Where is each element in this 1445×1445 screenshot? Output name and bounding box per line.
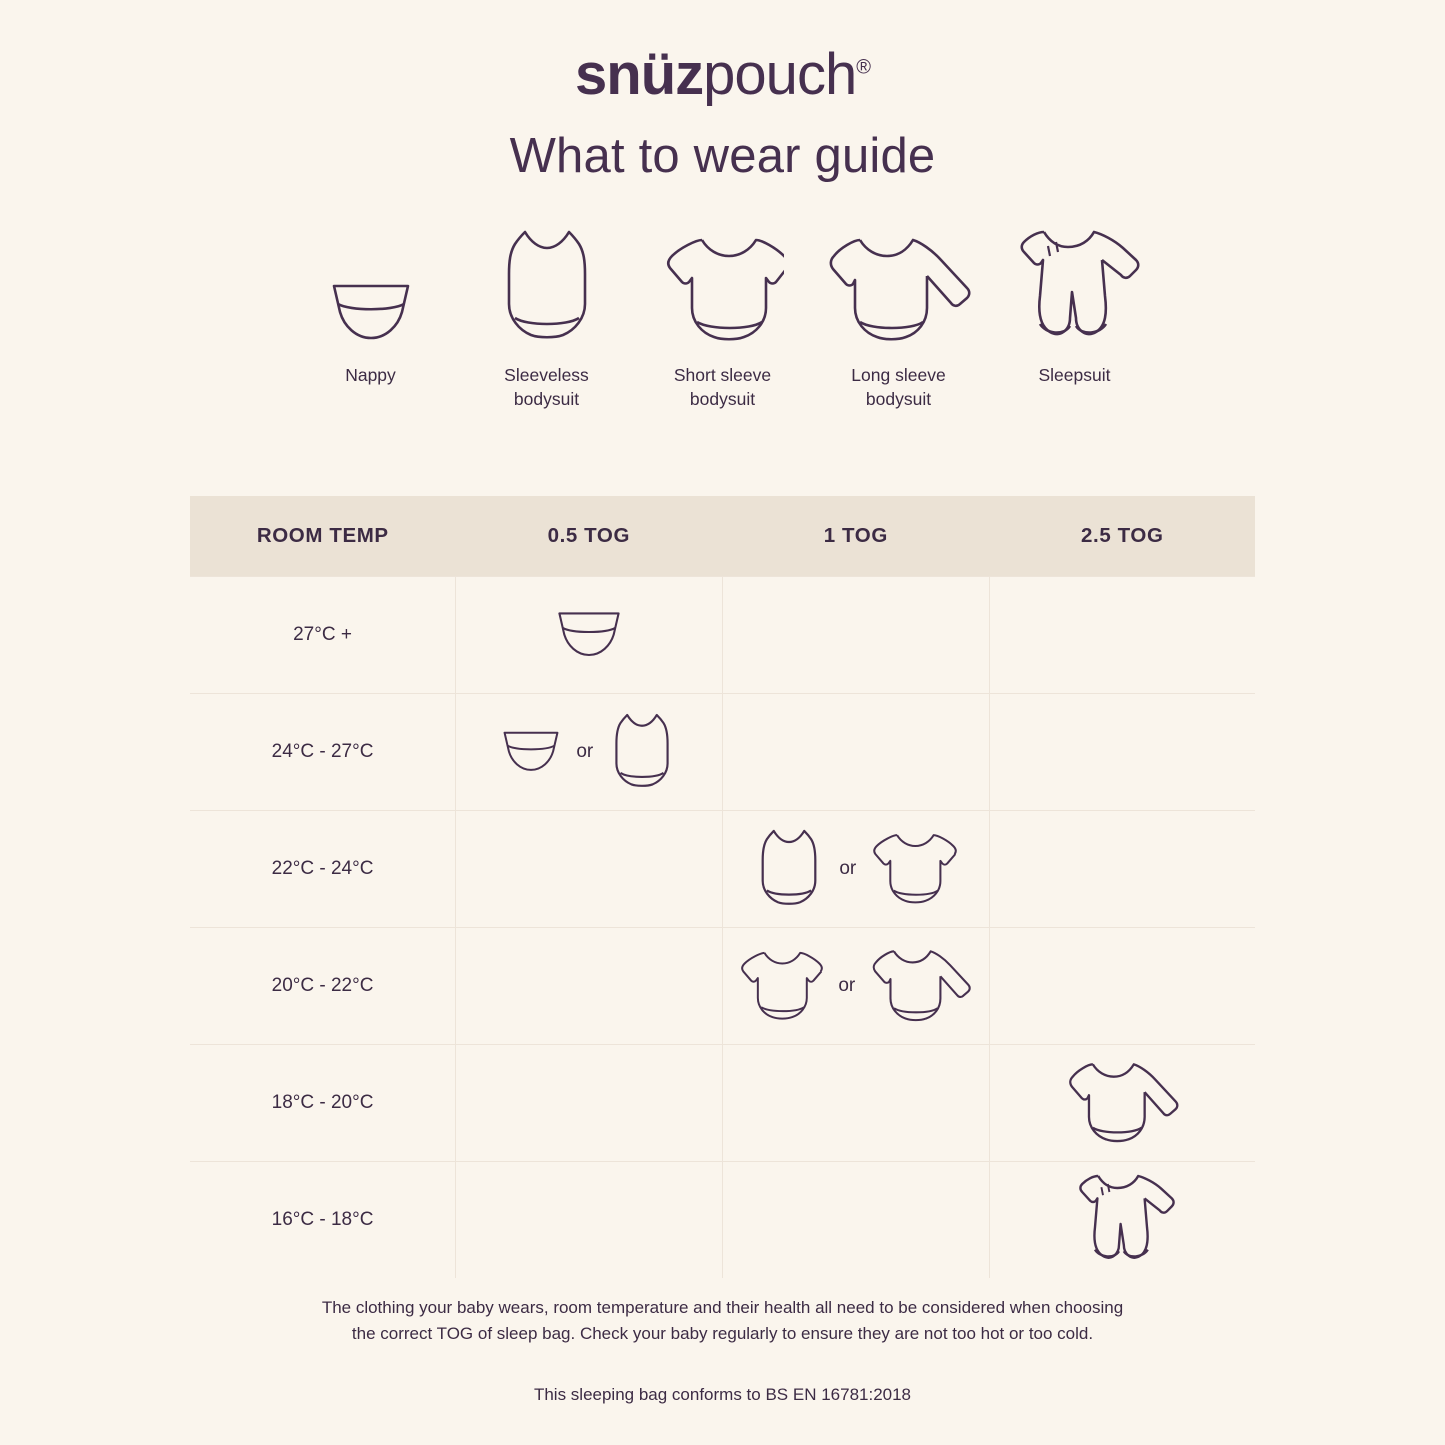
sleeveless-bodysuit-icon [753, 826, 825, 912]
legend-label-short-sleeve-bodysuit [674, 364, 771, 411]
legend-label-nappy: Nappy [345, 365, 396, 385]
sleeveless-bodysuit-icon [607, 710, 677, 794]
legend-label-long-l2: bodysuit [865, 388, 932, 409]
legend-item-short-sleeve-bodysuit [635, 226, 811, 411]
table-row [190, 811, 1255, 928]
footer-note-line1: The clothing your baby wears, room temperature and their health all need to be considered when choosing [321, 1298, 1124, 1317]
what-to-wear-table [190, 496, 1255, 1278]
brand-name-light: pouch [703, 42, 857, 107]
sleeveless-bodysuit-icon [495, 226, 599, 348]
row-temp-27: 27°C + [190, 577, 456, 694]
cell-20-22-tog05 [456, 928, 722, 1045]
row-temp-22-24: 22°C - 24°C [190, 811, 456, 928]
nappy-icon [328, 226, 414, 348]
or-label: or [576, 741, 594, 762]
brand-logo [0, 0, 1445, 107]
row-temp-20-22: 20°C - 22°C [190, 928, 456, 1045]
table-row [190, 694, 1255, 811]
legend-item-long-sleeve-bodysuit [811, 226, 987, 411]
table-row [190, 577, 1255, 694]
table-head [190, 496, 1255, 577]
row-temp-16-18: 16°C - 18°C [190, 1162, 456, 1279]
long-sleeve-bodysuit-icon [1065, 1057, 1181, 1149]
cell-18-20-tog1 [722, 1045, 989, 1162]
cell-24-27-tog25 [990, 694, 1255, 811]
legend-item-nappy [283, 226, 459, 388]
cell-18-20-tog05 [456, 1045, 722, 1162]
cell-16-18-tog05 [456, 1162, 722, 1279]
cell-20-22-tog25 [990, 928, 1255, 1045]
short-sleeve-bodysuit-icon [662, 226, 784, 348]
nappy-icon [554, 607, 624, 663]
legend-label-sleeveless-l1: Sleeveless [504, 365, 589, 385]
table-header-row [190, 496, 1255, 577]
row-temp-24-27: 24°C - 27°C [190, 694, 456, 811]
page-title: What to wear guide [509, 129, 936, 183]
cell-22-24-tog1 [722, 811, 989, 928]
long-sleeve-bodysuit-icon [824, 226, 974, 348]
cell-22-24-tog05 [456, 811, 722, 928]
brand-name-bold: snüz [575, 42, 704, 107]
legend-label-long-l1: Long sleeve [851, 365, 946, 385]
footer-note-line2: the correct TOG of sleep bag. Check your baby regularly to ensure they are not too hot or too cold. [351, 1324, 1094, 1344]
cell-27-tog1 [722, 577, 989, 694]
footer-conformity: This sleeping bag conforms to BS EN 16781:2018 [533, 1384, 912, 1404]
cell-16-18-tog1 [722, 1162, 989, 1279]
registered-mark: ® [856, 56, 870, 79]
nappy-icon [500, 727, 562, 777]
or-label: or [838, 975, 856, 996]
long-sleeve-bodysuit-icon [869, 945, 973, 1027]
cell-24-27-tog1 [722, 694, 989, 811]
column-header-tog-0-5: 0.5 TOG [456, 496, 722, 577]
legend-label-short-l2: bodysuit [689, 388, 756, 409]
cell-27-tog25 [990, 577, 1255, 694]
legend-label-short-l1: Short sleeve [673, 365, 772, 385]
or-label: or [839, 858, 857, 879]
short-sleeve-bodysuit-icon [870, 827, 958, 911]
cell-27-tog05 [456, 577, 722, 694]
legend-item-sleepsuit [987, 226, 1163, 388]
footer-notes [0, 1295, 1445, 1408]
sleepsuit-icon [1071, 1170, 1175, 1270]
garment-legend [0, 226, 1445, 411]
column-header-tog-1: 1 TOG [722, 496, 989, 577]
cell-16-18-tog25 [990, 1162, 1255, 1279]
legend-label-sleeveless-bodysuit [504, 364, 589, 411]
sleepsuit-icon [1010, 226, 1140, 348]
table-row [190, 1162, 1255, 1279]
cell-24-27-tog05 [456, 694, 722, 811]
table-body [190, 577, 1255, 1279]
legend-label-sleepsuit: Sleepsuit [1038, 365, 1111, 385]
legend-item-sleeveless-bodysuit [459, 226, 635, 411]
row-temp-18-20: 18°C - 20°C [190, 1045, 456, 1162]
legend-label-long-sleeve-bodysuit [851, 364, 945, 411]
table-row [190, 1045, 1255, 1162]
column-header-room-temp: ROOM TEMP [190, 496, 456, 577]
legend-label-sleeveless-l2: bodysuit [513, 388, 580, 409]
cell-18-20-tog25 [990, 1045, 1255, 1162]
short-sleeve-bodysuit-icon [738, 945, 824, 1027]
cell-22-24-tog25 [990, 811, 1255, 928]
table-row [190, 928, 1255, 1045]
cell-20-22-tog1 [722, 928, 989, 1045]
column-header-tog-2-5: 2.5 TOG [990, 496, 1255, 577]
